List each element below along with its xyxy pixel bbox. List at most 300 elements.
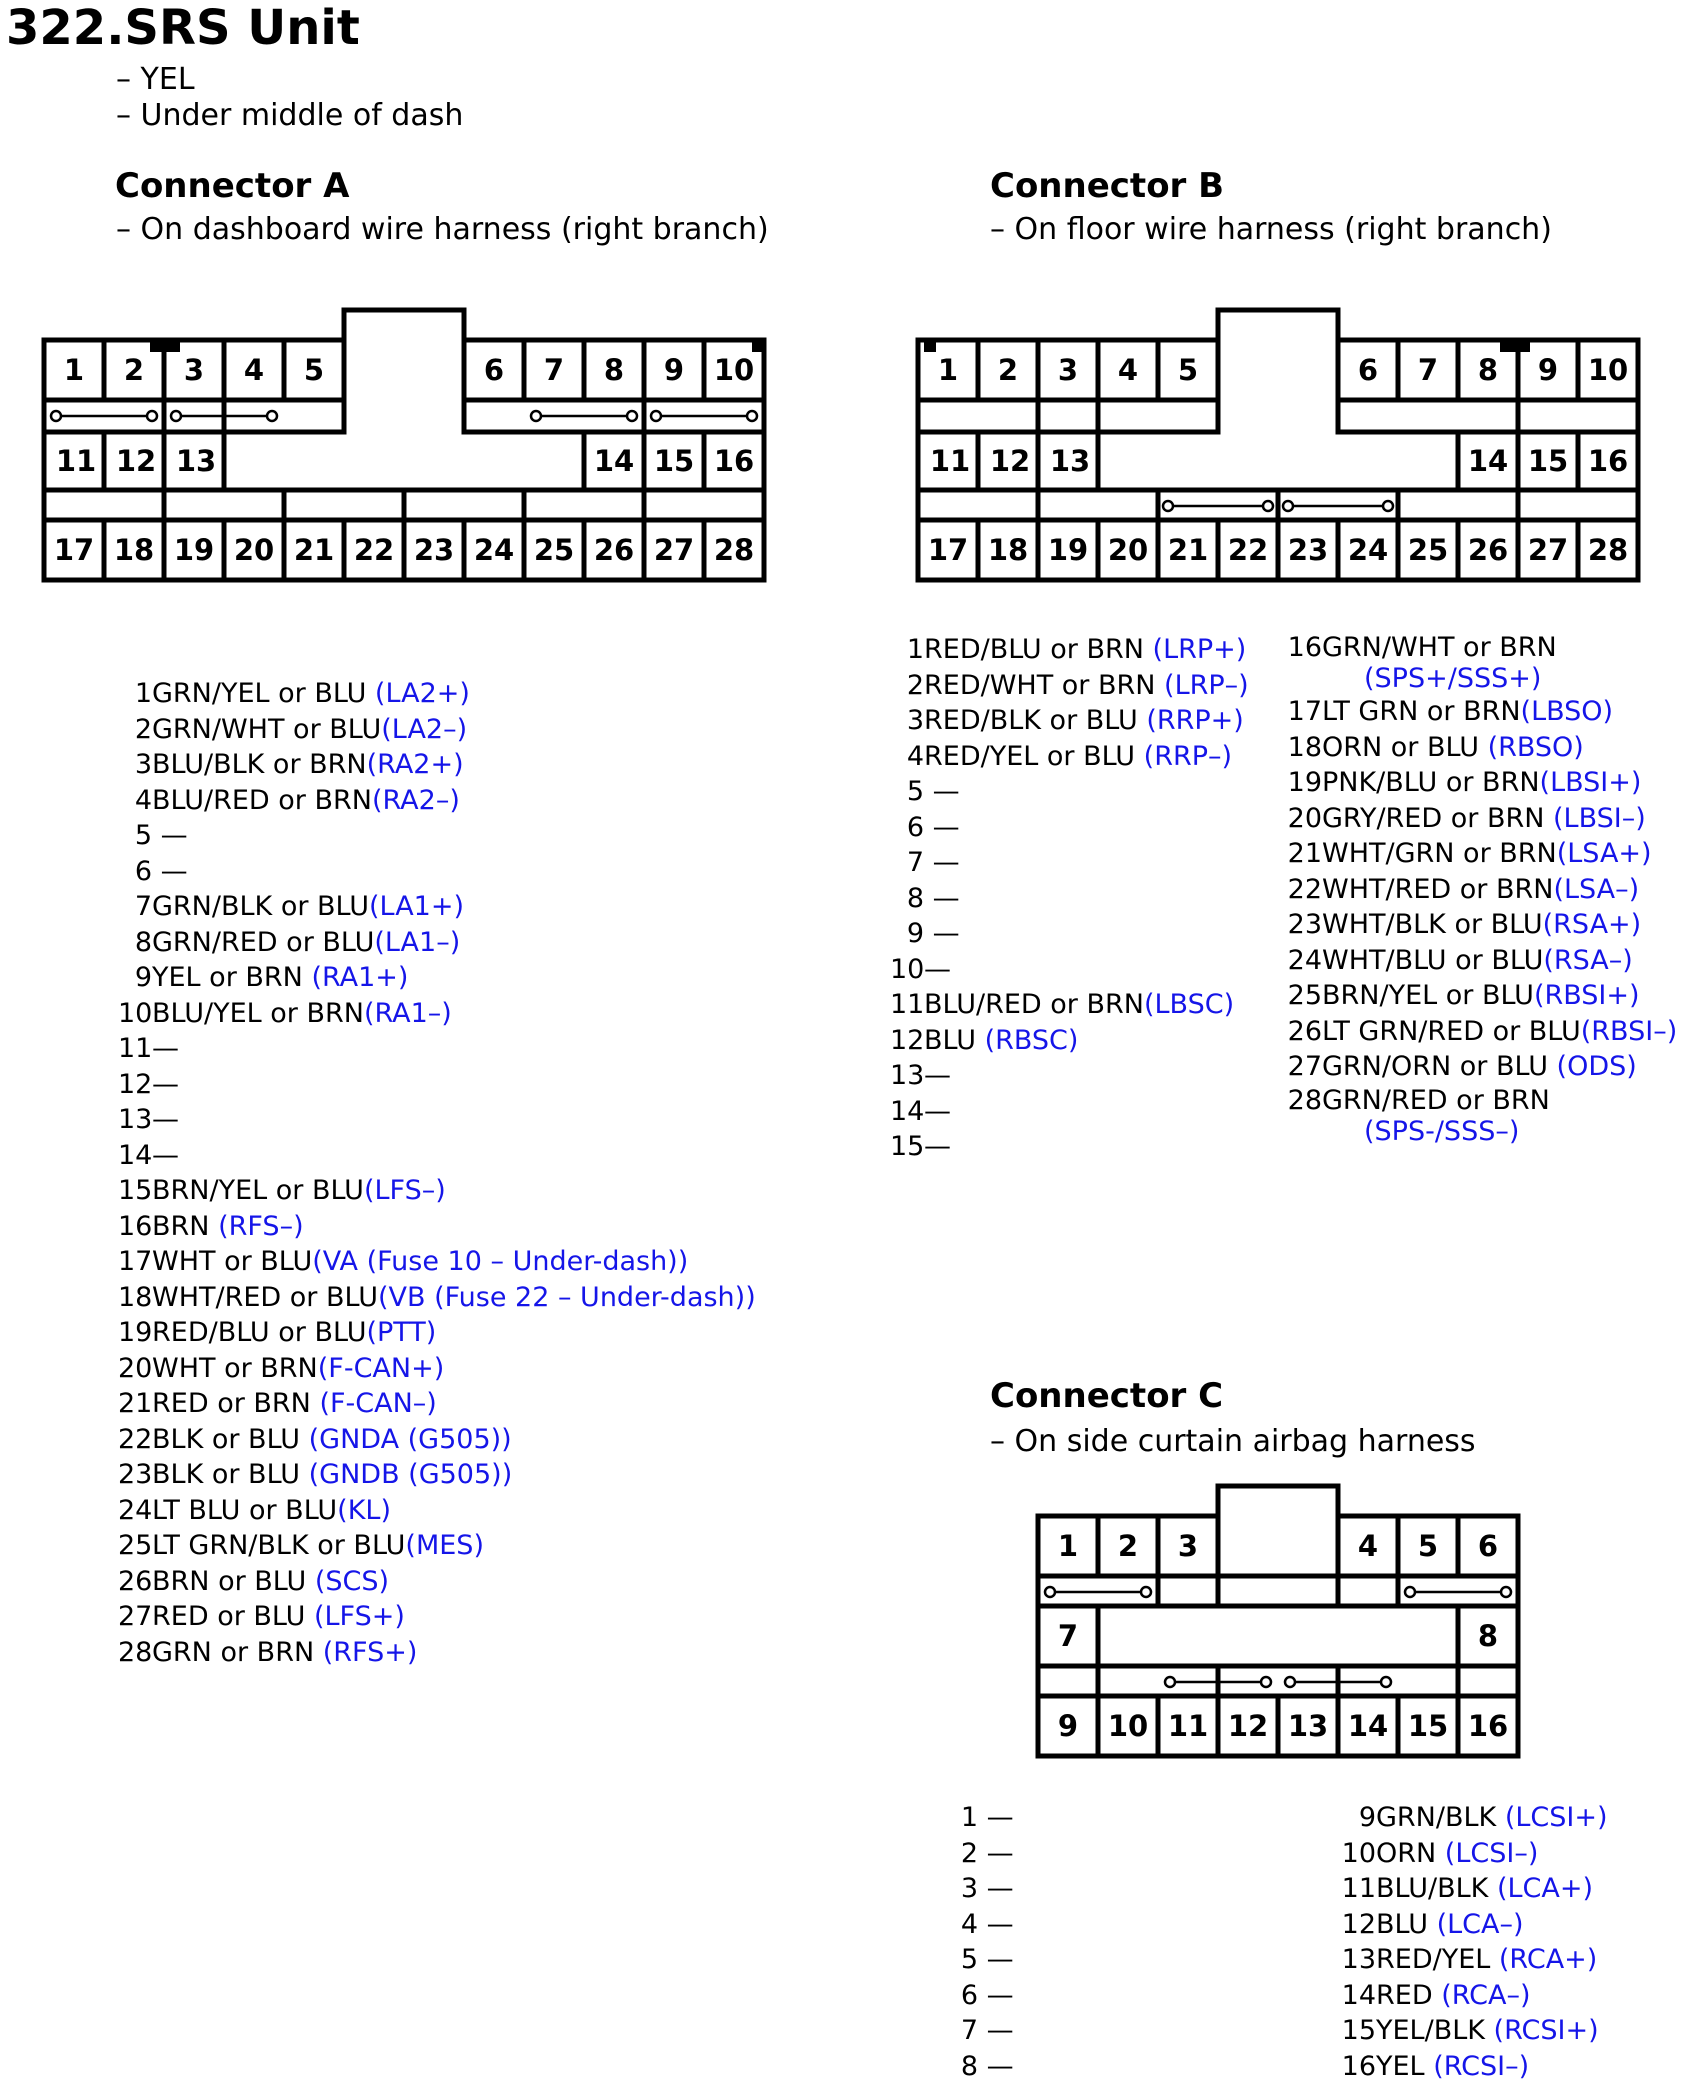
pin-number: 28 [1287, 1084, 1322, 1116]
pin-number: 2 [960, 1837, 978, 1869]
pin-number: 8 [906, 882, 924, 914]
pin-row [1286, 765, 1677, 801]
row-line [1338, 400, 1458, 432]
pin-row [1286, 978, 1677, 1014]
connector-b-pin-list-right [1286, 632, 1677, 1147]
pin-row [1340, 1942, 1608, 1978]
pin-row [118, 1564, 756, 1600]
shorting-bar-end [1283, 501, 1293, 511]
pin-number: 24 [118, 1494, 153, 1526]
pin-row [118, 960, 756, 996]
pin-signal: (LSA–) [1553, 873, 1640, 905]
pin-label: 23 [1287, 533, 1329, 567]
connector-c-pin-list-right [1340, 1800, 1608, 2084]
wire-color: — [978, 1908, 1014, 1940]
pin-number: 15 [118, 1175, 153, 1206]
pin-signal: (ODS) [1556, 1051, 1637, 1082]
wire-color: BLU/BLK [1376, 1873, 1497, 1904]
shorting-bar-end [531, 411, 541, 421]
pin-row [958, 1800, 1014, 1836]
pin-label: 15 [1527, 444, 1569, 478]
pin-row [890, 916, 1249, 952]
shorting-bar-end [1383, 501, 1393, 511]
pin-number: 9 [1358, 1802, 1376, 1833]
pin-row [890, 703, 1249, 739]
pin-row [118, 747, 756, 783]
pin-row [118, 889, 756, 925]
pin-label: 5 [303, 353, 325, 387]
pin-label: 5 [1177, 353, 1199, 387]
pin-signal: (RA2+) [366, 749, 464, 780]
pin-label: 5 [1417, 1529, 1439, 1563]
pin-label: 24 [1347, 533, 1389, 567]
pin-number: 28 [118, 1636, 153, 1668]
shorting-bar-end [1405, 1587, 1415, 1597]
pin-row [1286, 632, 1677, 694]
pin-row [118, 818, 756, 854]
pin-label: 11 [929, 444, 971, 478]
pin-label: 1 [63, 353, 85, 387]
page-title: 322.SRS Unit [6, 0, 360, 56]
pin-label: 14 [1467, 444, 1509, 478]
pin-label: 9 [1057, 1709, 1079, 1743]
wire-color: GRN/RED or BLU [152, 926, 375, 958]
pin-row [958, 2013, 1014, 2049]
pin-number: 27 [118, 1601, 153, 1632]
pin-number: 1 [134, 678, 152, 709]
wire-color: — [152, 1033, 179, 1064]
pin-row [1286, 1085, 1677, 1147]
pin-signal: (RA1–) [363, 997, 452, 1029]
pin-label: 20 [1107, 533, 1149, 567]
wire-color: WHT or BLU [152, 1246, 313, 1277]
pin-number: 20 [1287, 802, 1322, 834]
pin-number: 22 [118, 1423, 153, 1455]
pin-number: 11 [1341, 1873, 1376, 1904]
pin-label: 10 [1107, 1709, 1149, 1743]
wire-color: — [924, 776, 960, 807]
connector-c-pin-list-left [958, 1800, 1014, 2084]
pin-number: 13 [118, 1104, 153, 1135]
pin-signal: (LBSC) [1143, 989, 1235, 1020]
connector-key [924, 340, 936, 352]
wire-color: BRN [152, 1210, 219, 1242]
pin-number: 7 [134, 891, 152, 922]
shorting-bar-end [1045, 1587, 1055, 1597]
wire-color: BLU [1376, 1908, 1437, 1940]
pin-label: 4 [243, 353, 265, 387]
shorting-bar-end [651, 411, 661, 421]
pin-row [890, 1129, 1249, 1165]
shorting-bar-end [1163, 501, 1173, 511]
pin-label: 15 [653, 444, 695, 478]
pin-signal: (KL) [337, 1494, 391, 1526]
pin-label: 8 [603, 353, 625, 387]
pin-label: 26 [593, 533, 635, 567]
pin-number: 8 [134, 926, 152, 958]
pin-row [118, 1386, 756, 1422]
wire-color: WHT/BLU or BLU [1322, 944, 1544, 976]
pin-row [958, 1978, 1014, 2014]
pin-label: 3 [1057, 353, 1079, 387]
pin-label: 12 [115, 444, 157, 478]
pin-label: 16 [1467, 1709, 1509, 1743]
pin-signal: (GNDB (G505)) [308, 1459, 513, 1490]
pin-number: 3 [906, 705, 924, 736]
pin-row [1286, 694, 1677, 730]
wire-color: BRN/YEL or BLU [152, 1175, 364, 1206]
wire-color: — [978, 2015, 1014, 2046]
connector-b-heading: Connector B [990, 166, 1225, 206]
pin-row [890, 987, 1249, 1023]
pin-label: 8 [1477, 1619, 1499, 1653]
pin-label: 21 [1167, 533, 1209, 567]
pin-label: 16 [713, 444, 755, 478]
wire-color: RED/YEL [1376, 1944, 1499, 1975]
shorting-bar-end [1501, 1587, 1511, 1597]
pin-signal: (RFS–) [218, 1210, 304, 1242]
pin-row [118, 1528, 756, 1564]
pin-label: 2 [997, 353, 1019, 387]
pin-number: 1 [906, 634, 924, 665]
pin-signal: (RBSI–) [1580, 1015, 1678, 1047]
pin-row [118, 1067, 756, 1103]
pin-number: 5 [960, 1944, 978, 1975]
pin-signal: (RCA–) [1441, 1979, 1531, 2011]
pin-row [118, 1280, 756, 1316]
connector-c-note: – On side curtain airbag harness [990, 1424, 1476, 1459]
pin-number: 4 [960, 1908, 978, 1940]
pin-signal: (RBSC) [984, 1024, 1079, 1056]
connector-b-diagram [918, 310, 1638, 580]
pin-label: 8 [1477, 353, 1499, 387]
pin-row [1340, 1871, 1608, 1907]
pin-label: 2 [123, 353, 145, 387]
connector-key [752, 340, 766, 352]
pin-label: 1 [1057, 1529, 1079, 1563]
pin-signal: (LFS–) [363, 1175, 446, 1206]
connector-key [150, 340, 180, 352]
connector-key [1500, 340, 1530, 352]
pin-row [1286, 801, 1677, 837]
pin-row [890, 1023, 1249, 1059]
wire-color: — [152, 1139, 179, 1171]
wire-color: — [924, 953, 951, 985]
wire-color: — [924, 1060, 951, 1091]
wire-color: GRN or BRN [152, 1636, 323, 1668]
pin-number: 2 [906, 669, 924, 701]
pin-row [958, 1871, 1014, 1907]
wire-color: GRN/BLK or BLU [152, 891, 370, 922]
pin-label: 28 [1587, 533, 1629, 567]
pin-number: 12 [890, 1024, 925, 1056]
pin-row [890, 668, 1249, 704]
wire-color: RED or BLU [152, 1601, 314, 1632]
connector-a-diagram [44, 310, 766, 580]
pin-row [1286, 943, 1677, 979]
wire-color: BRN/YEL or BLU [1322, 980, 1534, 1011]
row-line [1098, 400, 1218, 432]
pin-row [890, 774, 1249, 810]
pin-number: 18 [1287, 731, 1322, 763]
pin-row [1340, 1978, 1608, 2014]
wire-color: — [978, 1802, 1014, 1833]
pin-number: 15 [890, 1131, 925, 1162]
pin-signal: (LRP+) [1152, 634, 1247, 665]
pin-number: 6 [134, 855, 152, 887]
pin-label: 3 [183, 353, 205, 387]
pin-number: 10 [1341, 1837, 1376, 1869]
pin-number: 1 [960, 1802, 978, 1833]
wire-color: RED/WHT or BRN [924, 669, 1165, 701]
pin-row [1286, 907, 1677, 943]
wire-color: RED/BLU or BRN [924, 634, 1153, 665]
pin-label: 13 [1049, 444, 1091, 478]
pin-number: 26 [118, 1565, 153, 1597]
pin-signal: (LA1–) [374, 926, 461, 958]
pin-number: 19 [1287, 767, 1322, 798]
wire-color: LT GRN/BLK or BLU [152, 1530, 406, 1561]
pin-label: 22 [353, 533, 395, 567]
wire-color: BLU/BLK or BRN [152, 749, 367, 780]
pin-row [118, 1315, 756, 1351]
connector-b-pin-list-left [890, 632, 1249, 1165]
pin-number: 6 [960, 1979, 978, 2011]
shorting-bar-end [1165, 1677, 1175, 1687]
pin-signal: (RA2–) [371, 784, 460, 816]
shorting-bar-end [267, 411, 277, 421]
shorting-bar-end [1141, 1587, 1151, 1597]
pin-number: 12 [118, 1068, 153, 1100]
unit-note-color: – YEL [116, 62, 195, 97]
pin-signal: (RBSO) [1487, 731, 1584, 763]
pin-number: 19 [118, 1317, 153, 1348]
pin-number: 17 [118, 1246, 153, 1277]
wire-color: — [978, 1979, 1014, 2011]
pin-signal: (RRP+) [1146, 705, 1244, 736]
wire-color: BLU [924, 1024, 985, 1056]
shorting-bar-end [747, 411, 757, 421]
connector-a-note: – On dashboard wire harness (right branch) [116, 212, 769, 247]
pin-label: 27 [1527, 533, 1569, 567]
pin-label: 6 [1477, 1529, 1499, 1563]
pin-label: 13 [1287, 1709, 1329, 1743]
pin-number: 3 [134, 749, 152, 780]
pin-signal: (SCS) [314, 1565, 390, 1597]
pin-label: 21 [293, 533, 335, 567]
pin-row [118, 854, 756, 890]
pin-row [118, 1599, 756, 1635]
wire-color: BRN or BLU [152, 1565, 315, 1597]
pin-row [1340, 1800, 1608, 1836]
pin-label: 11 [1167, 1709, 1209, 1743]
shorting-bar-end [1285, 1677, 1295, 1687]
pin-signal: (VA (Fuse 10 – Under-dash)) [312, 1246, 689, 1277]
pin-number: 16 [1287, 632, 1322, 663]
wire-color: WHT or BRN [152, 1352, 318, 1384]
pin-number: 6 [906, 811, 924, 843]
unit-note-location: – Under middle of dash [116, 98, 464, 133]
wire-color: ORN [1376, 1837, 1445, 1869]
wire-color: BLK or BLU [152, 1423, 309, 1455]
shorting-bar-end [627, 411, 637, 421]
pin-signal: (LSA+) [1556, 838, 1652, 869]
pin-row [890, 845, 1249, 881]
pin-row [1286, 872, 1677, 908]
pin-number: 25 [118, 1530, 153, 1561]
pin-label: 7 [1057, 1619, 1079, 1653]
wire-color: BLU/YEL or BRN [152, 997, 364, 1029]
pin-label: 23 [413, 533, 455, 567]
pin-number: 27 [1287, 1051, 1322, 1082]
pin-label: 11 [55, 444, 97, 478]
pin-row [118, 1457, 756, 1493]
pin-number: 21 [118, 1388, 153, 1419]
wire-color: BLU/RED or BRN [924, 989, 1144, 1020]
pin-label: 10 [713, 353, 755, 387]
wire-color: RED or BRN [152, 1388, 320, 1419]
wire-color: YEL/BLK [1376, 2015, 1494, 2046]
pin-label: 6 [1357, 353, 1379, 387]
pin-row [118, 1209, 756, 1245]
pin-row [118, 1173, 756, 1209]
pin-label: 24 [473, 533, 515, 567]
pin-number: 9 [906, 918, 924, 949]
wire-color: GRN/ORN or BLU [1322, 1051, 1557, 1082]
pin-label: 17 [53, 533, 95, 567]
pin-label: 1 [937, 353, 959, 387]
pin-label: 25 [1407, 533, 1449, 567]
pin-signal: (RFS+) [322, 1636, 418, 1668]
pin-number: 14 [118, 1139, 153, 1171]
pin-signal: (LRP–) [1164, 669, 1249, 701]
pin-row [118, 1351, 756, 1387]
pin-row [958, 1942, 1014, 1978]
pin-label: 19 [173, 533, 215, 567]
pin-number: 23 [118, 1459, 153, 1490]
pin-row [118, 1031, 756, 1067]
pin-signal: (RCA+) [1498, 1944, 1598, 1975]
wire-color: — [978, 1944, 1014, 1975]
pin-number: 20 [118, 1352, 153, 1384]
wire-color: — [978, 2050, 1014, 2082]
pin-row [1340, 1836, 1608, 1872]
pin-number: 26 [1287, 1015, 1322, 1047]
wire-color: GRN/BLK [1376, 1802, 1505, 1833]
pin-number: 4 [134, 784, 152, 816]
pin-number: 5 [906, 776, 924, 807]
pin-signal: (RRP–) [1143, 740, 1233, 772]
pin-number: 9 [134, 962, 152, 993]
pin-number: 13 [1341, 1944, 1376, 1975]
pin-label: 14 [593, 444, 635, 478]
pin-signal: (SPS-/SSS–) [1364, 1115, 1520, 1147]
pin-number: 7 [960, 2015, 978, 2046]
pin-signal: (RCSI+) [1493, 2015, 1599, 2046]
wire-color: WHT/RED or BRN [1322, 873, 1554, 905]
wire-color: GRN/WHT or BLU [152, 713, 382, 745]
shorting-bar-end [51, 411, 61, 421]
pin-signal: (PTT) [366, 1317, 437, 1348]
wire-color: RED/BLU or BLU [152, 1317, 367, 1348]
pin-number: 23 [1287, 909, 1322, 940]
wire-color: — [152, 855, 188, 887]
pin-signal: (SPS+/SSS+) [1364, 663, 1542, 694]
pin-row [890, 952, 1249, 988]
pin-row [958, 1836, 1014, 1872]
pin-number: 21 [1287, 838, 1322, 869]
pin-signal: (LBSO) [1520, 696, 1614, 727]
wire-color: RED [1376, 1979, 1442, 2011]
wire-color: — [924, 1131, 951, 1162]
pin-signal: (LCA–) [1436, 1908, 1524, 1940]
pin-number: 16 [118, 1210, 153, 1242]
pin-row [958, 1907, 1014, 1943]
pin-row [1340, 2049, 1608, 2085]
wire-color: WHT/RED or BLU [152, 1281, 378, 1313]
pin-signal: (MES) [405, 1530, 484, 1561]
pin-row [118, 676, 756, 712]
pin-row [890, 739, 1249, 775]
pin-label: 10 [1587, 353, 1629, 387]
pin-label: 16 [1587, 444, 1629, 478]
shorting-bar-end [147, 411, 157, 421]
pin-row [118, 1493, 756, 1529]
pin-row [118, 712, 756, 748]
pin-signal: (LBSI–) [1553, 802, 1646, 834]
pin-row [1286, 730, 1677, 766]
pin-row [890, 1094, 1249, 1130]
pin-signal: (F-CAN–) [319, 1388, 437, 1419]
pin-signal: (LCSI+) [1504, 1802, 1608, 1833]
pin-label: 3 [1177, 1529, 1199, 1563]
pin-row [118, 1138, 756, 1174]
pin-label: 2 [1117, 1529, 1139, 1563]
pin-number: 11 [890, 989, 925, 1020]
pin-signal: (LA1+) [369, 891, 465, 922]
pin-row [118, 996, 756, 1032]
pin-label: 12 [1227, 1709, 1269, 1743]
shorting-bar-end [1381, 1677, 1391, 1687]
wire-color: — [152, 820, 188, 851]
pin-signal: (LFS+) [313, 1601, 405, 1632]
wire-color: YEL or BRN [152, 962, 312, 993]
wire-color: GRN/WHT or BRN [1322, 632, 1557, 663]
pin-number: 11 [118, 1033, 153, 1064]
wire-color: — [924, 847, 960, 878]
pin-number: 16 [1341, 2050, 1376, 2082]
pin-signal: (RA1+) [311, 962, 409, 993]
pin-row [118, 1102, 756, 1138]
pin-number: 5 [134, 820, 152, 851]
pin-label: 18 [987, 533, 1029, 567]
pin-number: 10 [118, 997, 153, 1029]
pin-label: 12 [989, 444, 1031, 478]
pin-signal: (RSA–) [1543, 944, 1633, 976]
pin-label: 7 [543, 353, 565, 387]
connector-a-heading: Connector A [115, 166, 350, 206]
pin-label: 20 [233, 533, 275, 567]
connector-c-heading: Connector C [990, 1376, 1224, 1416]
pin-signal: (RBSI+) [1533, 980, 1640, 1011]
row-line [918, 400, 1098, 432]
pin-signal: (RSA+) [1542, 909, 1642, 940]
wire-color: ORN or BLU [1322, 731, 1488, 763]
pin-label: 22 [1227, 533, 1269, 567]
wire-color: RED/BLK or BLU [924, 705, 1147, 736]
pin-number: 7 [906, 847, 924, 878]
pin-number: 4 [906, 740, 924, 772]
